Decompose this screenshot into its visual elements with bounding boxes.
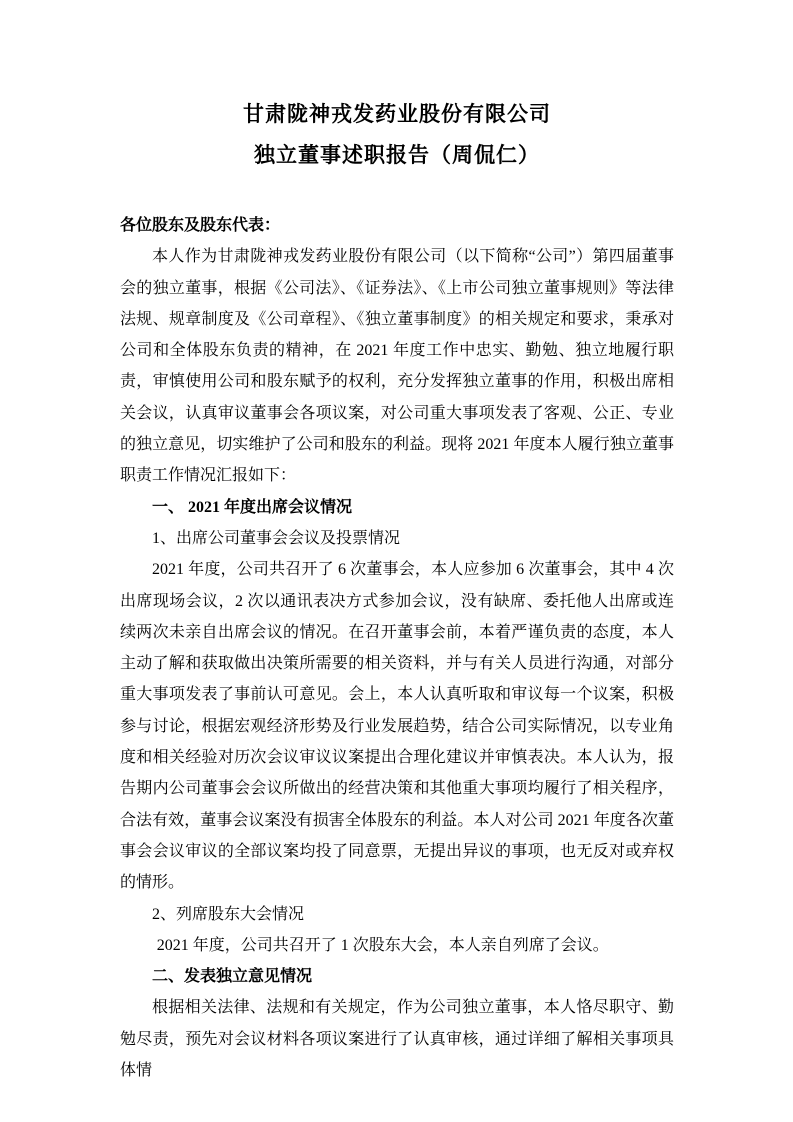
report-title: 独立董事述职报告（周侃仁） [254,143,540,167]
salutation: 各位股东及股东代表： [120,217,281,234]
section-1-heading: 一、 2021 年度出席会议情况 [152,498,353,516]
company-name-title: 甘肃陇神戎发药业股份有限公司 [243,102,551,126]
intro-paragraph: 本人作为甘肃陇神戎发药业股份有限公司（以下简称“公司”）第四届董事会的独立董事，根据《公司法》、《证券法》、《上市公司独立董事规则》等法律法规、规章制度及《公司章程》、《独立董事制度》的相关规定和要求，秉承对公司和全体股东负责的精神，在 2021 年度工作中忠实、勤勉、独立地履行职责，审慎使用公司和股东赋予的权利，充分发挥独立董事的作用，积极出席相关会议，认真审议董事会各项议案，对公司重大事项发表了客观、公正、专业的独立意见，切实维护了公司和股东的利益。现将 2021 年度本人履行独立董事职责工作情况汇报如下： [120,248,674,485]
document-title [120,94,674,176]
section-1-item-1-title: 1、出席公司董事会会议及投票情况 [152,529,401,547]
section-2-body: 根据相关法律、法规和有关规定，作为公司独立董事，本人恪尽职守、勤勉尽责，预先对会议材料各项议案进行了认真审核，通过详细了解相关事项具体情 [120,999,674,1080]
section-1-item-2-title: 2、列席股东大会情况 [152,905,305,923]
document-body [120,210,674,1086]
section-1-item-1-body: 2021 年度，公司共召开了 6 次董事会，本人应参加 6 次董事会，其中 4 次出席现场会议，2 次以通讯表决方式参加会议，没有缺席、委托他人出席或连续两次未亲自出席会议的情况。在召开董事会前，本着严谨负责的态度，本人主动了解和获取做出决策所需要的相关资料，并与有关人员进行沟通，对部分重大事项发表了事前认可意见。会上，本人认真听取和审议每一个议案，积极参与讨论，根据宏观经济形势及行业发展趋势，结合公司实际情况，以专业角度和相关经验对历次会议审议议案提出合理化建议并审慎表决。本人认为，报告期内公司董事会会议所做出的经营决策和其他重大事项均履行了相关程序，合法有效，董事会议案没有损害全体股东的利益。本人对公司 2021 年度各次董事会会议审议的全部议案均投了同意票，无提出异议的事项，也无反对或弃权的情形。 [120,561,674,892]
section-2-heading: 二、发表独立意见情况 [152,968,313,986]
section-1-item-2-body: 2021 年度，公司共召开了 1 次股东大会，本人亲自列席了会议。 [156,936,609,954]
